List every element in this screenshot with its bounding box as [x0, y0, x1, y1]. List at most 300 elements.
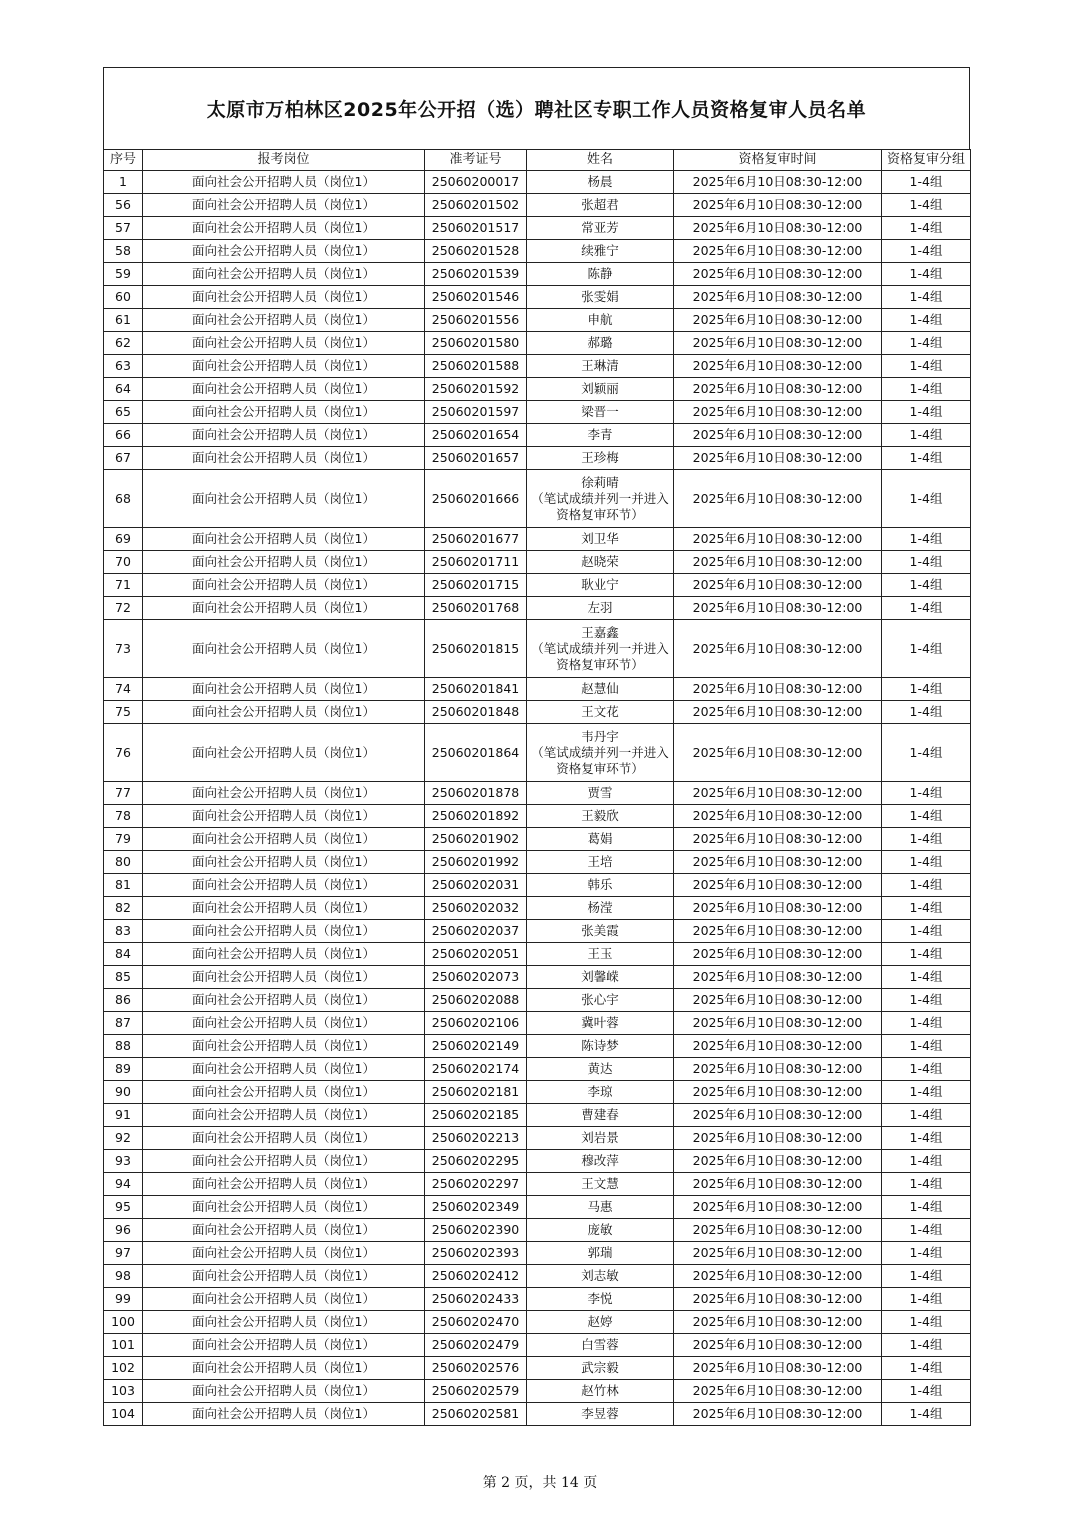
cell-exam-id: 25060201902 — [425, 828, 527, 851]
cell-exam-id: 25060202295 — [425, 1150, 527, 1173]
cell-no: 66 — [104, 424, 143, 447]
table-row — [104, 1311, 971, 1334]
cell-review-group: 1-4组 — [882, 701, 971, 724]
cell-name — [527, 989, 674, 1012]
cell-review-group: 1-4组 — [882, 828, 971, 851]
cell-position: 面向社会公开招聘人员（岗位1） — [143, 1173, 425, 1196]
cell-name — [527, 1173, 674, 1196]
table-row — [104, 1196, 971, 1219]
cell-no: 77 — [104, 782, 143, 805]
cell-review-group: 1-4组 — [882, 286, 971, 309]
cell-no: 81 — [104, 874, 143, 897]
cell-review-group: 1-4组 — [882, 1242, 971, 1265]
cell-no: 99 — [104, 1288, 143, 1311]
candidate-name: 王珍梅 — [581, 450, 619, 465]
cell-no: 1 — [104, 171, 143, 194]
table-row — [104, 1127, 971, 1150]
cell-exam-id: 25060201711 — [425, 551, 527, 574]
cell-review-group: 1-4组 — [882, 263, 971, 286]
cell-exam-id: 25060202393 — [425, 1242, 527, 1265]
cell-exam-id: 25060202037 — [425, 920, 527, 943]
table-row — [104, 1380, 971, 1403]
cell-exam-id: 25060201654 — [425, 424, 527, 447]
cell-review-time: 2025年6月10日08:30-12:00 — [674, 551, 882, 574]
cell-review-group: 1-4组 — [882, 1081, 971, 1104]
cell-exam-id: 25060202433 — [425, 1288, 527, 1311]
cell-review-group: 1-4组 — [882, 620, 971, 678]
cell-position: 面向社会公开招聘人员（岗位1） — [143, 989, 425, 1012]
cell-exam-id: 25060202581 — [425, 1403, 527, 1426]
cell-no: 92 — [104, 1127, 143, 1150]
cell-review-time: 2025年6月10日08:30-12:00 — [674, 263, 882, 286]
cell-review-group: 1-4组 — [882, 1265, 971, 1288]
candidate-name: 武宗毅 — [581, 1360, 619, 1375]
cell-review-time: 2025年6月10日08:30-12:00 — [674, 355, 882, 378]
cell-exam-id: 25060202149 — [425, 1035, 527, 1058]
table-row — [104, 805, 971, 828]
cell-name — [527, 678, 674, 701]
cell-exam-id: 25060202181 — [425, 1081, 527, 1104]
cell-review-group: 1-4组 — [882, 424, 971, 447]
cell-exam-id: 25060202174 — [425, 1058, 527, 1081]
candidate-name: 王嘉鑫 — [581, 624, 619, 640]
cell-position: 面向社会公开招聘人员（岗位1） — [143, 217, 425, 240]
candidate-name: 杨滢 — [587, 900, 613, 915]
cell-exam-id: 25060202032 — [425, 897, 527, 920]
table-row — [104, 171, 971, 194]
cell-position: 面向社会公开招聘人员（岗位1） — [143, 897, 425, 920]
cell-exam-id: 25060201841 — [425, 678, 527, 701]
cell-name — [527, 966, 674, 989]
candidate-table — [103, 149, 971, 1426]
table-row — [104, 966, 971, 989]
cell-review-time: 2025年6月10日08:30-12:00 — [674, 424, 882, 447]
candidate-name: 王琳清 — [581, 358, 619, 373]
name-note: 资格复审环节） — [556, 760, 644, 776]
cell-no: 56 — [104, 194, 143, 217]
cell-review-time: 2025年6月10日08:30-12:00 — [674, 171, 882, 194]
cell-review-time: 2025年6月10日08:30-12:00 — [674, 874, 882, 897]
candidate-name: 张雯娟 — [581, 289, 619, 304]
cell-exam-id: 25060202390 — [425, 1219, 527, 1242]
cell-position: 面向社会公开招聘人员（岗位1） — [143, 240, 425, 263]
cell-no: 89 — [104, 1058, 143, 1081]
col-header-exam-id: 准考证号 — [425, 150, 527, 171]
cell-no: 74 — [104, 678, 143, 701]
cell-review-group: 1-4组 — [882, 851, 971, 874]
candidate-name: 郭瑞 — [587, 1245, 613, 1260]
cell-position: 面向社会公开招聘人员（岗位1） — [143, 620, 425, 678]
cell-review-time: 2025年6月10日08:30-12:00 — [674, 217, 882, 240]
col-header-review-group: 资格复审分组 — [882, 150, 971, 171]
cell-exam-id: 25060201517 — [425, 217, 527, 240]
cell-review-time: 2025年6月10日08:30-12:00 — [674, 309, 882, 332]
cell-no: 96 — [104, 1219, 143, 1242]
cell-name — [527, 1219, 674, 1242]
candidate-name: 王文花 — [581, 704, 619, 719]
cell-name — [527, 240, 674, 263]
table-row — [104, 1403, 971, 1426]
cell-name — [527, 724, 674, 782]
table-row — [104, 874, 971, 897]
table-row — [104, 1334, 971, 1357]
candidate-name: 杨晨 — [587, 174, 613, 189]
cell-name — [527, 1081, 674, 1104]
cell-review-group: 1-4组 — [882, 989, 971, 1012]
table-row — [104, 1081, 971, 1104]
cell-review-time: 2025年6月10日08:30-12:00 — [674, 1058, 882, 1081]
cell-review-time: 2025年6月10日08:30-12:00 — [674, 401, 882, 424]
cell-review-group: 1-4组 — [882, 447, 971, 470]
col-header-position: 报考岗位 — [143, 150, 425, 171]
cell-position: 面向社会公开招聘人员（岗位1） — [143, 678, 425, 701]
cell-position: 面向社会公开招聘人员（岗位1） — [143, 424, 425, 447]
cell-position: 面向社会公开招聘人员（岗位1） — [143, 332, 425, 355]
cell-no: 85 — [104, 966, 143, 989]
cell-name — [527, 1288, 674, 1311]
cell-position: 面向社会公开招聘人员（岗位1） — [143, 943, 425, 966]
cell-name — [527, 1127, 674, 1150]
cell-position: 面向社会公开招聘人员（岗位1） — [143, 1127, 425, 1150]
cell-name — [527, 1311, 674, 1334]
cell-review-time: 2025年6月10日08:30-12:00 — [674, 678, 882, 701]
cell-exam-id: 25060202051 — [425, 943, 527, 966]
cell-no: 95 — [104, 1196, 143, 1219]
cell-no: 76 — [104, 724, 143, 782]
cell-position: 面向社会公开招聘人员（岗位1） — [143, 1311, 425, 1334]
cell-review-time: 2025年6月10日08:30-12:00 — [674, 332, 882, 355]
cell-review-time: 2025年6月10日08:30-12:00 — [674, 1311, 882, 1334]
cell-exam-id: 25060201556 — [425, 309, 527, 332]
cell-review-group: 1-4组 — [882, 470, 971, 528]
cell-review-group: 1-4组 — [882, 551, 971, 574]
cell-no: 82 — [104, 897, 143, 920]
candidate-name: 赵晓荣 — [581, 554, 619, 569]
cell-review-time: 2025年6月10日08:30-12:00 — [674, 1012, 882, 1035]
table-row — [104, 828, 971, 851]
candidate-name: 刘颖丽 — [581, 381, 619, 396]
candidate-name: 曹建春 — [581, 1107, 619, 1122]
candidate-name: 刘馨嵘 — [581, 969, 619, 984]
cell-review-group: 1-4组 — [882, 355, 971, 378]
cell-exam-id: 25060201892 — [425, 805, 527, 828]
cell-exam-id: 25060202213 — [425, 1127, 527, 1150]
cell-review-group: 1-4组 — [882, 1173, 971, 1196]
cell-name — [527, 1242, 674, 1265]
cell-name — [527, 447, 674, 470]
cell-no: 94 — [104, 1173, 143, 1196]
cell-name — [527, 897, 674, 920]
cell-exam-id: 25060201992 — [425, 851, 527, 874]
cell-review-group: 1-4组 — [882, 1150, 971, 1173]
cell-no: 62 — [104, 332, 143, 355]
table-row — [104, 620, 971, 678]
candidate-name: 李悦 — [587, 1291, 613, 1306]
cell-position: 面向社会公开招聘人员（岗位1） — [143, 701, 425, 724]
cell-name — [527, 171, 674, 194]
candidate-name: 刘志敏 — [581, 1268, 619, 1283]
cell-position: 面向社会公开招聘人员（岗位1） — [143, 1196, 425, 1219]
cell-position: 面向社会公开招聘人员（岗位1） — [143, 574, 425, 597]
candidate-name: 黄达 — [587, 1061, 613, 1076]
cell-position: 面向社会公开招聘人员（岗位1） — [143, 966, 425, 989]
cell-position: 面向社会公开招聘人员（岗位1） — [143, 528, 425, 551]
cell-position: 面向社会公开招聘人员（岗位1） — [143, 401, 425, 424]
cell-name — [527, 874, 674, 897]
cell-exam-id: 25060201768 — [425, 597, 527, 620]
cell-position: 面向社会公开招聘人员（岗位1） — [143, 1150, 425, 1173]
cell-name — [527, 1150, 674, 1173]
cell-review-group: 1-4组 — [882, 782, 971, 805]
candidate-name: 庞敏 — [587, 1222, 613, 1237]
cell-position: 面向社会公开招聘人员（岗位1） — [143, 355, 425, 378]
cell-name — [527, 217, 674, 240]
cell-no: 68 — [104, 470, 143, 528]
cell-no: 72 — [104, 597, 143, 620]
table-row — [104, 240, 971, 263]
cell-review-group: 1-4组 — [882, 217, 971, 240]
candidate-name: 陈静 — [587, 266, 613, 281]
candidate-name: 梁晋一 — [581, 404, 619, 419]
cell-position: 面向社会公开招聘人员（岗位1） — [143, 551, 425, 574]
cell-no: 102 — [104, 1357, 143, 1380]
candidate-name: 张心宇 — [581, 992, 619, 1007]
cell-name — [527, 574, 674, 597]
cell-exam-id: 25060202576 — [425, 1357, 527, 1380]
table-row — [104, 551, 971, 574]
table-row — [104, 724, 971, 782]
cell-review-group: 1-4组 — [882, 897, 971, 920]
cell-no: 58 — [104, 240, 143, 263]
table-row — [104, 378, 971, 401]
table-row — [104, 355, 971, 378]
cell-no: 75 — [104, 701, 143, 724]
cell-review-group: 1-4组 — [882, 1012, 971, 1035]
cell-no: 65 — [104, 401, 143, 424]
table-row — [104, 574, 971, 597]
cell-no: 67 — [104, 447, 143, 470]
cell-exam-id: 25060201864 — [425, 724, 527, 782]
cell-review-time: 2025年6月10日08:30-12:00 — [674, 805, 882, 828]
cell-review-group: 1-4组 — [882, 597, 971, 620]
cell-position: 面向社会公开招聘人员（岗位1） — [143, 920, 425, 943]
cell-review-time: 2025年6月10日08:30-12:00 — [674, 1219, 882, 1242]
cell-exam-id: 25060201592 — [425, 378, 527, 401]
table-row — [104, 1012, 971, 1035]
cell-name — [527, 194, 674, 217]
cell-exam-id: 25060201878 — [425, 782, 527, 805]
cell-exam-id: 25060201580 — [425, 332, 527, 355]
cell-position: 面向社会公开招聘人员（岗位1） — [143, 828, 425, 851]
cell-name — [527, 309, 674, 332]
cell-review-group: 1-4组 — [882, 724, 971, 782]
cell-review-group: 1-4组 — [882, 1196, 971, 1219]
cell-position: 面向社会公开招聘人员（岗位1） — [143, 1288, 425, 1311]
cell-review-time: 2025年6月10日08:30-12:00 — [674, 194, 882, 217]
table-row — [104, 1104, 971, 1127]
candidate-name: 王培 — [587, 854, 613, 869]
cell-review-time: 2025年6月10日08:30-12:00 — [674, 920, 882, 943]
cell-name — [527, 1357, 674, 1380]
cell-exam-id: 25060201815 — [425, 620, 527, 678]
cell-name — [527, 701, 674, 724]
cell-name — [527, 424, 674, 447]
cell-position: 面向社会公开招聘人员（岗位1） — [143, 171, 425, 194]
col-header-review-time: 资格复审时间 — [674, 150, 882, 171]
cell-review-time: 2025年6月10日08:30-12:00 — [674, 1357, 882, 1380]
cell-no: 93 — [104, 1150, 143, 1173]
cell-exam-id: 25060201502 — [425, 194, 527, 217]
cell-review-time: 2025年6月10日08:30-12:00 — [674, 989, 882, 1012]
candidate-name: 陈诗梦 — [581, 1038, 619, 1053]
cell-name — [527, 1196, 674, 1219]
cell-position: 面向社会公开招聘人员（岗位1） — [143, 597, 425, 620]
cell-review-time: 2025年6月10日08:30-12:00 — [674, 470, 882, 528]
cell-review-time: 2025年6月10日08:30-12:00 — [674, 1127, 882, 1150]
cell-review-time: 2025年6月10日08:30-12:00 — [674, 447, 882, 470]
document-title: 太原市万柏林区2025年公开招（选）聘社区专职工作人员资格复审人员名单 — [103, 67, 970, 149]
candidate-name: 刘卫华 — [581, 531, 619, 546]
cell-position: 面向社会公开招聘人员（岗位1） — [143, 286, 425, 309]
table-row — [104, 447, 971, 470]
cell-exam-id: 25060202579 — [425, 1380, 527, 1403]
candidate-name: 左羽 — [587, 600, 613, 615]
candidate-name: 李青 — [587, 427, 613, 442]
cell-review-group: 1-4组 — [882, 1334, 971, 1357]
cell-review-group: 1-4组 — [882, 678, 971, 701]
candidate-name: 刘岩景 — [581, 1130, 619, 1145]
cell-name — [527, 1012, 674, 1035]
cell-position: 面向社会公开招聘人员（岗位1） — [143, 874, 425, 897]
table-row — [104, 217, 971, 240]
cell-name — [527, 1334, 674, 1357]
table-header-row — [104, 150, 971, 171]
cell-position: 面向社会公开招聘人员（岗位1） — [143, 309, 425, 332]
page-number: 第 2 页，共 14 页 — [482, 1475, 598, 1491]
table-row — [104, 470, 971, 528]
cell-no: 73 — [104, 620, 143, 678]
cell-review-time: 2025年6月10日08:30-12:00 — [674, 286, 882, 309]
cell-position: 面向社会公开招聘人员（岗位1） — [143, 1035, 425, 1058]
cell-exam-id: 25060201657 — [425, 447, 527, 470]
cell-review-group: 1-4组 — [882, 1127, 971, 1150]
table-row — [104, 194, 971, 217]
cell-review-group: 1-4组 — [882, 194, 971, 217]
cell-position: 面向社会公开招聘人员（岗位1） — [143, 194, 425, 217]
cell-name — [527, 378, 674, 401]
document-sheet — [103, 67, 970, 1426]
col-header-name: 姓名 — [527, 150, 674, 171]
table-row — [104, 1219, 971, 1242]
candidate-name: 常亚芳 — [581, 220, 619, 235]
cell-no: 97 — [104, 1242, 143, 1265]
cell-exam-id: 25060202412 — [425, 1265, 527, 1288]
cell-review-time: 2025年6月10日08:30-12:00 — [674, 1196, 882, 1219]
cell-position: 面向社会公开招聘人员（岗位1） — [143, 782, 425, 805]
cell-position: 面向社会公开招聘人员（岗位1） — [143, 1403, 425, 1426]
cell-position: 面向社会公开招聘人员（岗位1） — [143, 1334, 425, 1357]
cell-review-time: 2025年6月10日08:30-12:00 — [674, 240, 882, 263]
cell-exam-id: 25060201528 — [425, 240, 527, 263]
table-row — [104, 678, 971, 701]
cell-name — [527, 1058, 674, 1081]
cell-name — [527, 286, 674, 309]
cell-exam-id: 25060202297 — [425, 1173, 527, 1196]
table-row — [104, 309, 971, 332]
candidate-name: 韩乐 — [587, 877, 613, 892]
cell-review-time: 2025年6月10日08:30-12:00 — [674, 897, 882, 920]
cell-no: 80 — [104, 851, 143, 874]
table-row — [104, 286, 971, 309]
cell-name — [527, 620, 674, 678]
candidate-name: 王毅欣 — [581, 808, 619, 823]
cell-review-time: 2025年6月10日08:30-12:00 — [674, 1081, 882, 1104]
cell-review-time: 2025年6月10日08:30-12:00 — [674, 966, 882, 989]
cell-exam-id: 25060201539 — [425, 263, 527, 286]
cell-no: 64 — [104, 378, 143, 401]
cell-review-time: 2025年6月10日08:30-12:00 — [674, 828, 882, 851]
cell-position: 面向社会公开招聘人员（岗位1） — [143, 447, 425, 470]
cell-review-group: 1-4组 — [882, 401, 971, 424]
cell-review-group: 1-4组 — [882, 943, 971, 966]
cell-review-time: 2025年6月10日08:30-12:00 — [674, 1288, 882, 1311]
cell-name — [527, 828, 674, 851]
cell-position: 面向社会公开招聘人员（岗位1） — [143, 1380, 425, 1403]
cell-no: 69 — [104, 528, 143, 551]
cell-name — [527, 782, 674, 805]
table-row — [104, 897, 971, 920]
table-row — [104, 920, 971, 943]
cell-exam-id: 25060200017 — [425, 171, 527, 194]
name-note: （笔试成绩并列一并进入 — [531, 744, 669, 760]
candidate-name: 续雅宁 — [581, 243, 619, 258]
cell-no: 79 — [104, 828, 143, 851]
candidate-name: 郝璐 — [587, 335, 613, 350]
cell-review-group: 1-4组 — [882, 332, 971, 355]
cell-review-time: 2025年6月10日08:30-12:00 — [674, 943, 882, 966]
candidate-name: 张美霞 — [581, 923, 619, 938]
cell-position: 面向社会公开招聘人员（岗位1） — [143, 805, 425, 828]
cell-no: 59 — [104, 263, 143, 286]
cell-review-time: 2025年6月10日08:30-12:00 — [674, 378, 882, 401]
cell-name — [527, 332, 674, 355]
cell-no: 63 — [104, 355, 143, 378]
cell-review-time: 2025年6月10日08:30-12:00 — [674, 1334, 882, 1357]
cell-review-group: 1-4组 — [882, 1357, 971, 1380]
cell-position: 面向社会公开招聘人员（岗位1） — [143, 263, 425, 286]
candidate-name: 赵婷 — [587, 1314, 613, 1329]
cell-no: 86 — [104, 989, 143, 1012]
table-row — [104, 1288, 971, 1311]
cell-review-time: 2025年6月10日08:30-12:00 — [674, 1265, 882, 1288]
cell-no: 98 — [104, 1265, 143, 1288]
cell-review-time: 2025年6月10日08:30-12:00 — [674, 574, 882, 597]
cell-position: 面向社会公开招聘人员（岗位1） — [143, 378, 425, 401]
cell-name — [527, 551, 674, 574]
cell-exam-id: 25060201848 — [425, 701, 527, 724]
cell-review-time: 2025年6月10日08:30-12:00 — [674, 724, 882, 782]
table-row — [104, 528, 971, 551]
cell-review-group: 1-4组 — [882, 1288, 971, 1311]
cell-name — [527, 851, 674, 874]
cell-name — [527, 1035, 674, 1058]
table-row — [104, 701, 971, 724]
candidate-name: 王玉 — [587, 946, 613, 961]
candidate-name: 马惠 — [587, 1199, 613, 1214]
cell-review-time: 2025年6月10日08:30-12:00 — [674, 528, 882, 551]
cell-no: 103 — [104, 1380, 143, 1403]
cell-review-time: 2025年6月10日08:30-12:00 — [674, 1173, 882, 1196]
